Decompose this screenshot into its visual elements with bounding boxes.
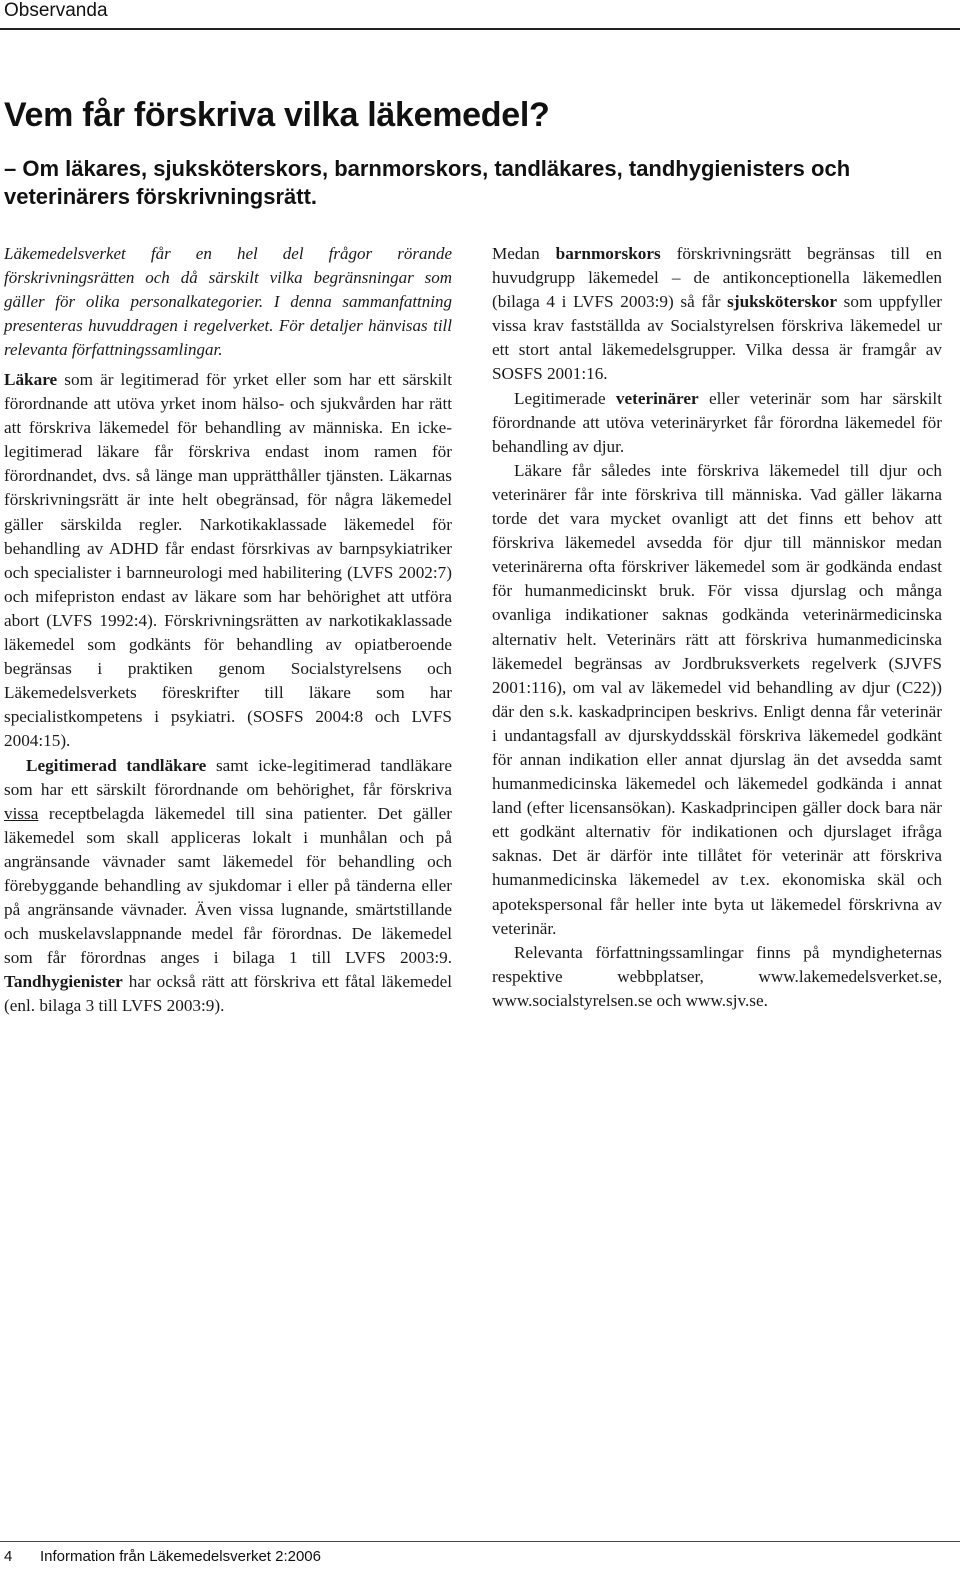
paragraph-text: förskrivningsrätt begränsas till en huvudgrupp läkemedel – de antikonceptionella läkemedlen (bilaga 4 i LVFS 2003:9) så får [492,244,942,312]
paragraph-text: som är legitimerad för yrket eller som har ett särskilt förordnande att utöva yrket inom hälso- och sjukvården har rätt att förskriva läkemedel för behandling av människa. En icke-legitimerad läkare får förskriva endast inom ramen för förordnandet, dvs. så länge man upprätthåller tjänsten. Läkarnas förskrivningsrätt är inte helt obegränsad, för några läkemedel gäller särskilda regler. Narkotikaklassade läkemedel för behandling av ADHD får endast försrkivas av barnpsykiatriker och specialister i barnneurologi med habilitering (LVFS 2002:7) och mifepriston endast av läkare som har behörighet att utföra abort (LVFS 1992:4). Förskrivningsrätten av narkotikaklassade läkemedel som godkänts för behandling av opiatberoende begränsas i praktiken genom Socialstyrelsens och Läkemedelsverkets föreskrifter till läkare som har specialistkompetens i psykiatri. (SOSFS 2004:8 och LVFS 2004:15). [4,370,452,751]
paragraph-tandlakare [4,754,452,1019]
page-footer [4,1548,321,1565]
right-column [492,242,942,1013]
term-tandlakare: Legitimerad tandläkare [26,755,207,775]
page-number: 4 [4,1548,13,1565]
footer-rule [0,1541,960,1542]
paragraph-text: har också rätt att förskriva ett fåtal läkemedel (enl. bilaga 3 till LVFS 2003:9). [4,972,452,1016]
term-tandhygienister: Tandhygienister [4,972,123,992]
left-column [4,242,452,1019]
paragraph-text: eller veterinär som har särskilt förordnande att utöva veterinäryrket får förordna läkemedel för behandling av djur. [492,388,942,456]
paragraph-lakare [4,368,452,754]
article-subtitle: – Om läkares, sjuksköterskors, barnmorskors, tandläkares, tandhygienisters och veterinärers förskrivningsrätt. [4,156,851,209]
paragraph-veterinarer [492,387,942,459]
paragraph-text: receptbelagda läkemedel till sina patienter. Det gäller läkemedel som skall appliceras lokalt i munhålan och på angränsande vävnader samt läkemedel för behandling och förebyggande behandling av sjukdomar i eller på tänderna eller på angränsande vävnader. Även vissa lugnande, smärtstillande och muskelavslappnande medel får förordnas. De läkemedel som får förordnas anges i bilaga 1 till LVFS 2003:9. [4,803,452,968]
term-sjukskoterskor: sjuksköterskor [727,292,837,312]
term-barnmorskor: barnmorskors [555,244,661,263]
paragraph-barnmorskor [492,242,942,387]
running-head: Observanda [4,0,108,21]
paragraph-forfattningssamlingar: Relevanta författningssamlingar finns på myndigheternas respektive webbplatser, www.lakemedelsverket.se, www.socialstyrelsen.se och www.sjv.se. [492,942,942,1010]
intro-paragraph: Läkemedelsverket får en hel del frågor rörande förskrivningsrätten och då särskilt vilka begränsningar som gäller för olika personalkategorier. I denna sammanfattning presenteras huvuddragen i regelverket. För detaljer hänvisas till relevanta författningssamlingar. [4,244,452,359]
publication-name: Information från Läkemedelsverket 2:2006 [40,1548,321,1565]
paragraph-text: samt icke-legitimerad tandläkare som har ett särskilt förordnande om behörighet, får förskriva [4,755,452,799]
underlined-word: vissa [4,803,39,823]
header-rule [0,28,960,30]
term-veterinarer: veterinärer [615,388,699,408]
paragraph-text: Medan [492,244,556,263]
term-lakare: Läkare [4,370,58,389]
paragraph-text: Legitimerade [514,388,616,408]
paragraph-djur-manniska: Läkare får således inte förskriva läkemedel till djur och veterinärer får inte förskriva till människa. Vad gäller läkarna torde det vara mycket ovanligt att det finns ett behov att förskriva läkemedel avsedda för djur till människor medan veterinärerna ofta förskriver läkemedel som är godkända endast för humanmedicinskt bruk. För vissa djurslag och många ovanliga indikationer saknas godkända veterinärmedicinska alternativ helt. Veterinärs rätt att förskriva humanmedicinska läkemedel begränsas av Jordbruksverkets regelverk (SJVFS 2001:116), om val av läkemedel vid behandling av djur (C22)) där den s.k. kaskadprincipen beskrivs. Enligt denna får veterinär i undantagsfall av djurskyddsskäl förskriva läkemedel godkänt för annan indikation eller annat djurslag än det avsedda samt humanmedicinska läkemedel och läkemedel godkända i annat land (efter licensansökan). Kaskadprincipen gäller dock bara när ett godkänt alternativ för indikationen och djurslaget ifråga saknas. Det är därför inte tillåtet för veterinär att förskriva humanmedicinska läkemedel av t.ex. ekonomiska skäl och apotekspersonal får heller inte byta ut läkemedel förskrivna av veterinär. [492,460,942,938]
paragraph-text: som uppfyller vissa krav fastställda av Socialstyrelsen förskriva läkemedel ur ett stort antal läkemedelsgrupper. Vilka dessa är framgår av SOSFS 2001:16. [492,292,942,384]
article-title: Vem får förskriva vilka läkemedel? [4,96,550,134]
